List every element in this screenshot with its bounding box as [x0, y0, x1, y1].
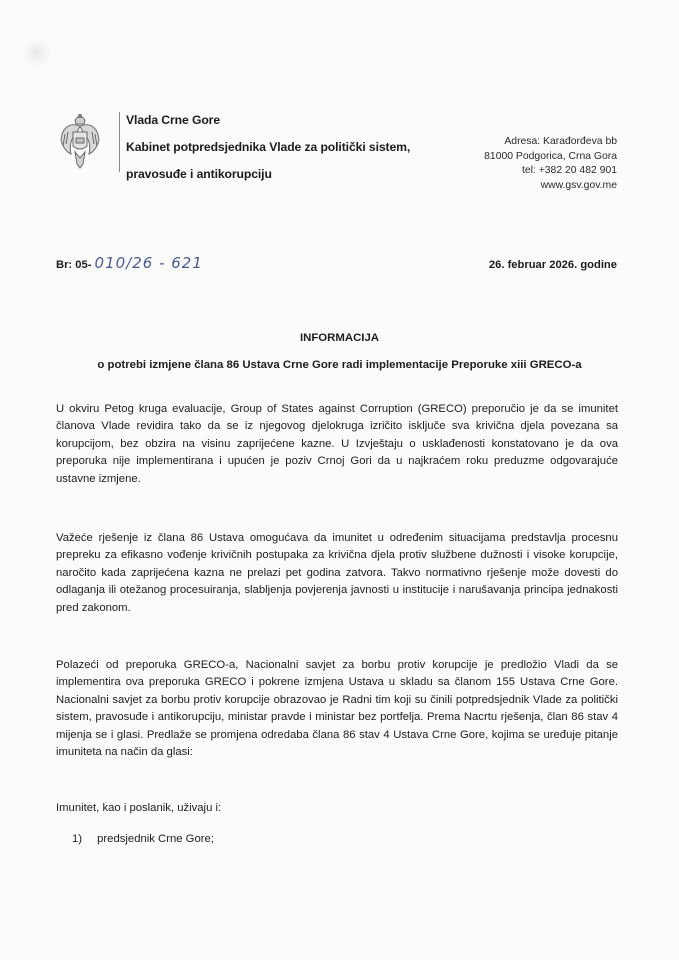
website-link[interactable]: www.gsv.gov.me: [540, 179, 617, 191]
cabinet-name: Kabinet potpredsjednika Vlade za politički sistem,: [126, 140, 411, 154]
list-item-number: 1): [72, 833, 83, 845]
document-subtitle: o potrebi izmjene člana 86 Ustava Crne Gore radi implementacije Preporuke xiii GRECO-a: [97, 359, 582, 371]
paragraph-2: Važeće rješenje iz člana 86 Ustava omogućava da imunitet u određenim situacijama predstavlja procesnu prepreku za efikasno vođenje krivičnih postupaka za krivična djela protiv službene dužnosti i visoke korupcije, naročito kada zaprijećena kazna ne prelazi pet godina zatvora. Takvo normativno rješenje može dovesti do odlaganja ili otežanog procesuiranja, slabljenja povjerenja javnosti u institucije i narušavanja principa jednakosti pred zakonom.: [56, 532, 618, 614]
list-lead: Imunitet, kao i poslanik, uživaju i:: [56, 802, 222, 814]
address-street: Adresa: Karađorđeva bb: [504, 136, 617, 147]
reference-prefix: Br: 05-: [56, 259, 92, 271]
paragraph-3: Polazeći od preporuka GRECO-a, Nacionalni savjet za borbu protiv korupcije je predložio Vladi da se implementira ova preporuka GRECO i pokrene izmjena Ustava u skladu sa članom 155 Ustava Crne Gore. Nacionalni savjet za borbu protiv korupcije obrazovao je Radni tim koji su činili potpredsjednik Vlade za politički sistem, pravosuđe i antikorupciju, ministar pravde i ministar bez portfelja. Prema Nacrtu rješenja, član 86 stav 4 mijenja se i glasi. Predlaže se promjena odredaba člana 86 stav 4 Ustava Crne Gore, kojima se uređuje pitanje imuniteta na način da glasi:: [56, 659, 618, 759]
scan-smudge: [22, 38, 52, 68]
montenegro-coat-of-arms-icon: [59, 112, 101, 170]
letterhead-divider: [119, 112, 120, 172]
paragraph-1: U okviru Petog kruga evaluacije, Group of States against Corruption (GRECO) preporučio je da se imunitet članova Vlade revidira tako da se iz njegovog djelokruga izričito isključe sva krivična djela povezana sa korupcijom, bez obzira na visinu zaprijećene kazne. U Izvještaju o usklađenosti konstatovano je da ova preporuka nije implementirana i upućen je poziv Crnoj Gori da u najkraćem roku preduzme odgovarajuće ustavne izmjene.: [56, 403, 618, 485]
document-title: INFORMACIJA: [299, 332, 380, 344]
handwritten-reference: 010/26 - 621: [94, 254, 203, 272]
document-date: 26. februar 2026. godine: [488, 259, 617, 271]
government-name: Vlada Crne Gore: [126, 113, 221, 127]
list-item-text: predsjednik Crne Gore;: [97, 833, 214, 845]
reference-number: [56, 254, 203, 272]
contact-block: [484, 135, 617, 193]
address-city: 81000 Podgorica, Crna Gora: [484, 150, 617, 162]
list-item: [72, 833, 214, 845]
cabinet-name-cont: pravosuđe i antikorupciju: [126, 167, 272, 181]
phone: tel: +382 20 482 901: [521, 165, 617, 176]
